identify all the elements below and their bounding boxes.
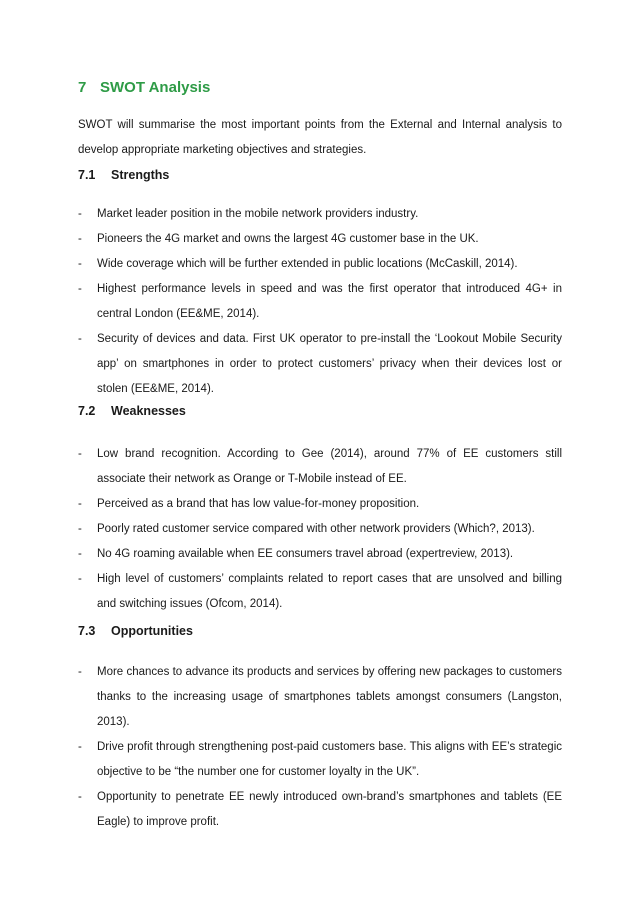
bullet-dash: -: [78, 741, 82, 753]
list-item-text: Wide coverage which will be further extended in public locations (McCaskill, 2014).: [97, 258, 518, 270]
list-item: [78, 227, 562, 252]
list-item-text: Poorly rated customer service compared with other network providers (Which?, 2013).: [97, 523, 535, 535]
list-item: [78, 492, 562, 517]
subheading-weaknesses: [78, 404, 186, 418]
list-item: [78, 735, 562, 785]
section-title: SWOT Analysis: [100, 79, 211, 96]
list-item-text: More chances to advance its products and services by offering new packages to customers thanks to the increasing usage of smartphones tablets amongst consumers (Langston, 2013).: [97, 666, 562, 728]
list-item: [78, 327, 562, 402]
bullet-dash: -: [78, 448, 82, 460]
bullet-dash: -: [78, 333, 82, 345]
list-item-text: Market leader position in the mobile network providers industry.: [97, 208, 419, 220]
section-number: 7: [78, 79, 87, 96]
list-item-text: Security of devices and data. First UK operator to pre-install the ‘Lookout Mobile Security app’ on smartphones in order to protect customers’ privacy when their devices lost or stolen (EE&ME, 2014).: [97, 333, 562, 395]
section-heading: [78, 79, 210, 96]
subheading-number: 7.3: [78, 624, 96, 638]
list-item: [78, 660, 562, 735]
bullet-dash: -: [78, 233, 82, 245]
list-item-text: Highest performance levels in speed and was the first operator that introduced 4G+ in central London (EE&ME, 2014).: [97, 283, 562, 320]
bullet-dash: -: [78, 548, 82, 560]
list-item: [78, 542, 562, 567]
subheading-title: Weaknesses: [111, 404, 186, 418]
bullet-dash: -: [78, 666, 82, 678]
list-item: [78, 277, 562, 327]
opportunities-list: [78, 660, 562, 835]
bullet-dash: -: [78, 791, 82, 803]
section-intro: SWOT will summarise the most important points from the External and Internal analysis to develop appropriate marketing objectives and strategies.: [78, 119, 562, 156]
subheading-number: 7.1: [78, 168, 96, 182]
list-item-text: Low brand recognition. According to Gee (2014), around 77% of EE customers still associate their network as Orange or T-Mobile instead of EE.: [97, 448, 562, 485]
list-item-text: No 4G roaming available when EE consumers travel abroad (expertreview, 2013).: [97, 548, 514, 560]
bullet-dash: -: [78, 498, 82, 510]
list-item: [78, 785, 562, 835]
list-item-text: High level of customers’ complaints related to report cases that are unsolved and billing and switching issues (Ofcom, 2014).: [97, 573, 562, 610]
weaknesses-list: [78, 442, 562, 617]
strengths-list: [78, 202, 562, 402]
bullet-dash: -: [78, 523, 82, 535]
bullet-dash: -: [78, 283, 82, 295]
list-item: [78, 517, 562, 542]
list-item: [78, 252, 562, 277]
list-item-text: Drive profit through strengthening post-paid customers base. This aligns with EE’s strategic objective to be “the number one for customer loyalty in the UK”.: [97, 741, 562, 778]
subheading-opportunities: [78, 624, 193, 638]
list-item: [78, 442, 562, 492]
bullet-dash: -: [78, 208, 82, 220]
subheading-strengths: [78, 168, 169, 182]
subheading-title: Opportunities: [111, 624, 193, 638]
list-item-text: Pioneers the 4G market and owns the largest 4G customer base in the UK.: [97, 233, 479, 245]
subheading-title: Strengths: [111, 168, 170, 182]
list-item-text: Perceived as a brand that has low value-for-money proposition.: [97, 498, 420, 510]
list-item-text: Opportunity to penetrate EE newly introduced own-brand’s smartphones and tablets (EE Eagle) to improve profit.: [97, 791, 562, 828]
bullet-dash: -: [78, 258, 82, 270]
list-item: [78, 202, 562, 227]
bullet-dash: -: [78, 573, 82, 585]
subheading-number: 7.2: [78, 404, 96, 418]
list-item: [78, 567, 562, 617]
